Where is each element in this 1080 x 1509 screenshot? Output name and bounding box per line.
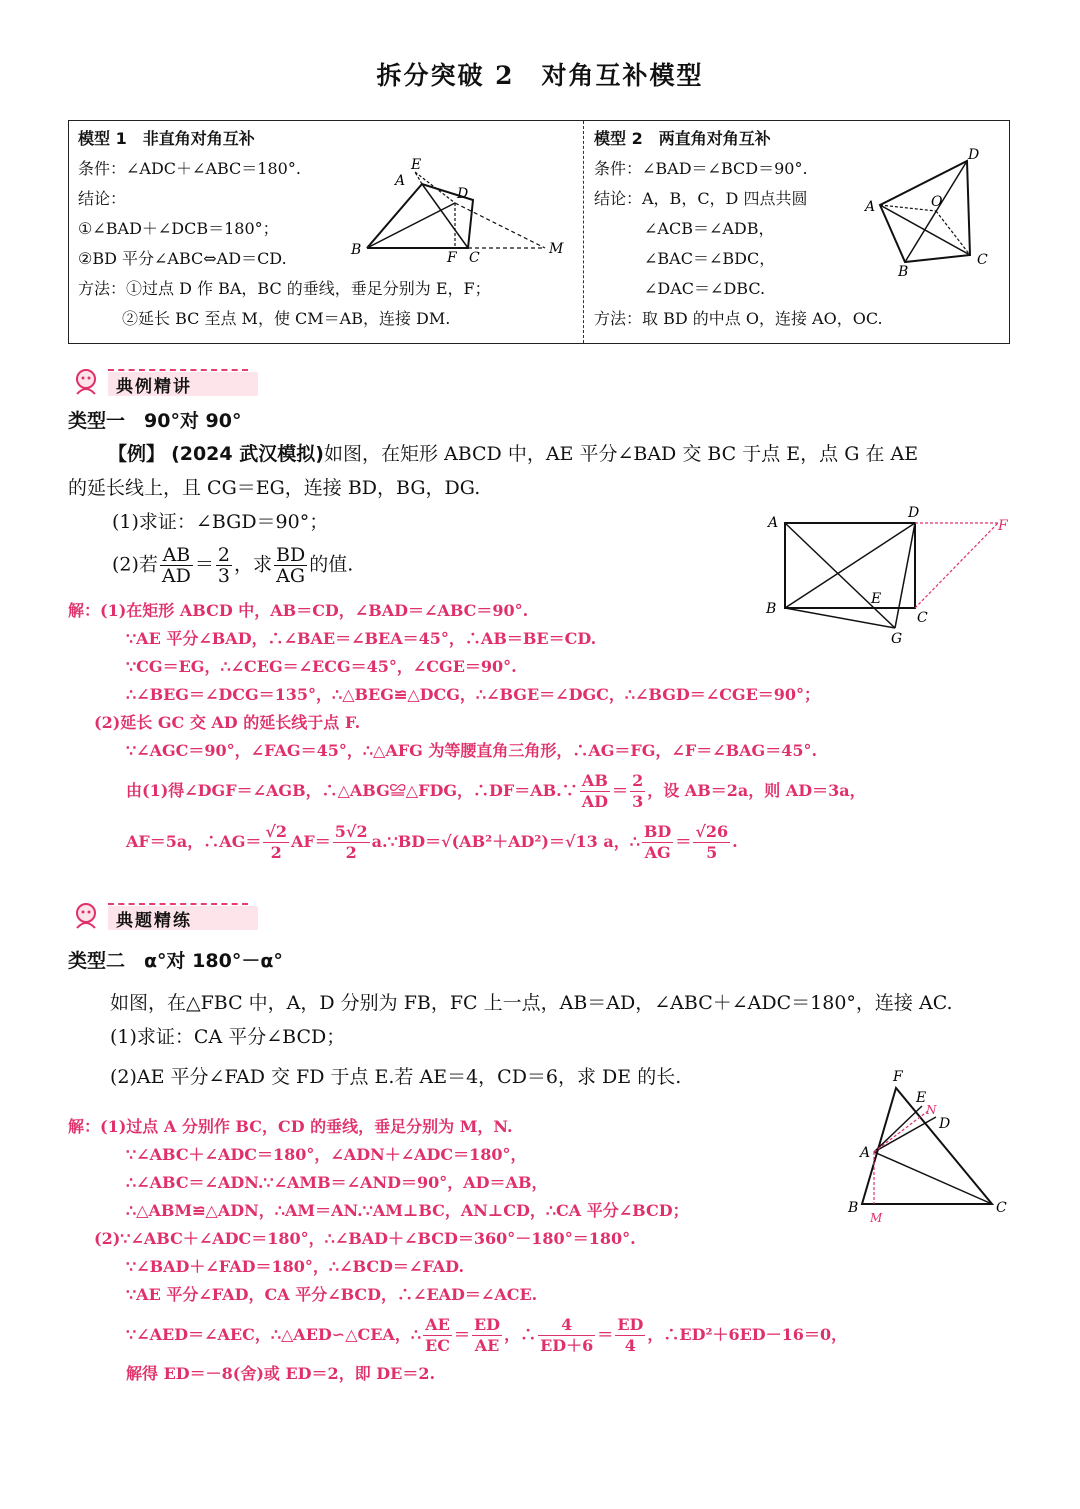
sol2-line: ∵∠BAD＋∠FAD＝180°，∴∠BCD＝∠FAD.: [126, 1257, 465, 1276]
model2-c1: ∠ACB＝∠ADB，: [644, 219, 775, 238]
practice-solution: [68, 1113, 1028, 1388]
model1-condition: 条件：∠ADC＋∠ABC＝180°.: [78, 159, 301, 178]
ex-bd: [785, 523, 915, 608]
m1-label-m: M: [549, 241, 564, 257]
sol2-line9: 解得 ED＝－8(舍)或 ED＝2，即 DE＝2.: [126, 1364, 436, 1383]
ex-label-g: G: [891, 631, 903, 647]
pr-label-n: N: [926, 1103, 937, 1117]
mascot-icon: [68, 366, 106, 400]
sol2-line: ∵∠ABC＋∠ADC＝180°，∠ADN＋∠ADC＝180°，: [126, 1145, 527, 1164]
section1-label: 典例精讲: [116, 377, 192, 397]
sol2-line: ∴△ABM≌△ADN，∴AM＝AN.∵AM⊥BC，AN⊥CD，∴CA 平分∠BCD；: [126, 1201, 689, 1220]
sol1-line8: AF＝5a，∴AG＝ $\frac{√2}{2}$ AF＝ $\frac{5√2}{2}$ a.∵BD＝√(AB²＋AD²)＝√13 a，∴ $\frac{BD}{AG}$ ＝ $\frac{√26}{5}$ .: [126, 822, 738, 862]
sol2-line8: ∵∠AED＝∠AEC，∴△AED∽△CEA，∴ $\frac{AE}{EC}$ ＝ $\frac{ED}{AE}$ ，∴ $\frac{4}{ED+6}$ ＝ $\frac{ED}{4}$ ，∴ED²＋6ED－16＝0，: [126, 1315, 848, 1355]
example-line2: 的延长线上，且 CG＝EG，连接 BD，BG，DG.: [68, 477, 481, 499]
model2-condition: 条件：∠BAD＝∠BCD＝90°.: [594, 159, 808, 178]
pr-label-f: F: [893, 1069, 903, 1085]
model1-heading: 模型 1 非直角对角互补: [78, 129, 255, 148]
sol1-line: ∵CG＝EG，∴∠CEG＝∠ECG＝45°，∠CGE＝90°.: [126, 657, 517, 676]
pr-label-d: D: [939, 1116, 951, 1132]
mascot-icon: [68, 900, 106, 934]
ex-label-c: C: [917, 610, 928, 626]
example-source: (2024 武汉模拟): [171, 443, 324, 465]
type2-title: 类型二 α°对 180°－α°: [68, 950, 283, 972]
m2-label-c: C: [977, 252, 988, 268]
pr-label-c: C: [996, 1200, 1007, 1216]
model2-c3: ∠DAC＝∠DBC.: [644, 279, 766, 298]
sol2-line: ∴∠ABC＝∠ADN.∵∠AMB＝∠AND＝90°，AD＝AB，: [126, 1173, 548, 1192]
sol1-line: ∵∠AGC＝90°，∠FAG＝45°，∴△AFG 为等腰直角三角形，∴AG＝FG，∠F＝∠BAG＝45°.: [126, 741, 818, 760]
section2-label: 典题精练: [116, 911, 192, 931]
sol1-line: ∵AE 平分∠BAD，∴∠BAE＝∠BEA＝45°，∴AB＝BE＝CD.: [126, 629, 597, 648]
m1-label-d: D: [457, 186, 469, 202]
example-q1: (1)求证：∠BGD＝90°；: [112, 511, 329, 533]
model1-conclusion-label: 结论：: [78, 189, 127, 208]
model2-text: [594, 124, 883, 334]
m1-ext-ba: [415, 172, 422, 184]
model2-method: 方法：取 BD 的中点 O，连接 AO，OC.: [594, 309, 883, 328]
ex-cf: [915, 523, 998, 608]
pr-label-a: A: [860, 1145, 871, 1161]
m2-oc: [936, 211, 970, 255]
m1-de: [415, 172, 455, 203]
practice-q2: (2)AE 平分∠FAD 交 FD 于点 E.若 AE＝4，CD＝6，求 DE 的长.: [110, 1066, 682, 1088]
pr-label-m: M: [870, 1211, 883, 1225]
sol2-line: ∵AE 平分∠FAD，CA 平分∠BCD，∴∠EAD＝∠ACE.: [126, 1285, 538, 1304]
sol1-line: (2)延长 GC 交 AD 的延长线于点 F.: [94, 713, 361, 732]
example-solution: [68, 597, 1028, 863]
m1-label-b: B: [351, 242, 362, 258]
sol1-line7: 由(1)得∠DGF＝∠AGB，∴△ABG≌△FDG，∴DF＝AB.∵ $\frac{AB}{AD}$ ＝ $\frac{2}{3}$ ，设 AB＝2a，则 AD＝3a，: [126, 771, 866, 811]
pr-label-b: B: [848, 1200, 859, 1216]
ex-label-d: D: [908, 505, 920, 521]
model2-figure: [860, 145, 1000, 280]
practice-q1: (1)求证：CA 平分∠BCD；: [110, 1026, 346, 1048]
model2-heading: 模型 2 两直角对角互补: [594, 129, 771, 148]
page-title: 拆分突破 2 对角互补模型: [376, 61, 704, 90]
m1-label-a: A: [395, 173, 406, 189]
ex-label-f: F: [998, 518, 1008, 534]
sol1-line: 解：(1)在矩形 ABCD 中，AB＝CD，∠BAD＝∠ABC＝90°.: [68, 601, 529, 620]
m2-label-a: A: [865, 199, 876, 215]
section1-header: [68, 366, 268, 400]
m2-label-d: D: [968, 147, 980, 163]
model1-c1: ①∠BAD＋∠DCB＝180°；: [78, 219, 279, 238]
model1-figure: [345, 150, 575, 265]
ex-label-e: E: [871, 591, 882, 607]
box-divider: [583, 121, 584, 343]
m1-label-f: F: [447, 250, 457, 265]
model1-method1: 方法：①过点 D 作 BA，BC 的垂线，垂足分别为 E，F；: [78, 279, 491, 298]
m2-label-o: O: [931, 194, 943, 210]
ex-label-b: B: [766, 601, 777, 617]
practice-line1: 如图，在△FBC 中，A，D 分别为 FB，FC 上一点，AB＝AD，∠ABC＋∠ADC＝180°，连接 AC.: [110, 992, 953, 1014]
m1-label-c: C: [469, 250, 480, 265]
m1-diag-bd: [367, 203, 455, 248]
m1-label-e: E: [411, 157, 422, 173]
model2-conclusion: 结论：A，B，C，D 四点共圆: [594, 189, 808, 208]
model2-c2: ∠BAC＝∠BDC，: [644, 249, 776, 268]
example-line1: 如图，在矩形 ABCD 中，AE 平分∠BAD 交 BC 于点 E，点 G 在 AE: [323, 443, 919, 465]
sol1-line: ∴∠BEG＝∠DCG＝135°，∴△BEG≌△DCG，∴∠BGE＝∠DGC，∴∠BGD＝∠CGE＝90°；: [126, 685, 821, 704]
m2-label-b: B: [898, 264, 909, 280]
pr-label-e: E: [916, 1090, 927, 1106]
sol2-line: 解：(1)过点 A 分别作 BC，CD 的垂线，垂足分别为 M，N.: [68, 1117, 513, 1136]
model1-c2: ②BD 平分∠ABC⇔AD＝CD.: [78, 249, 287, 268]
type1-title: 类型一 90°对 90°: [68, 410, 242, 432]
example-q2: (2)若 $\frac{AB}{AD}$ ＝ $\frac{2}{3}$ ，求 $\frac{BD}{AG}$ 的值.: [112, 544, 354, 587]
example-tag: 【例】: [108, 443, 166, 465]
model1-method2: ②延长 BC 至点 M，使 CM＝AB，连接 DM.: [122, 309, 451, 328]
ex-label-a: A: [768, 515, 779, 531]
sol2-line: (2)∵∠ABC＋∠ADC＝180°，∴∠BAD＋∠BCD＝360°－180°＝180°.: [94, 1229, 636, 1248]
section2-header: [68, 900, 268, 934]
